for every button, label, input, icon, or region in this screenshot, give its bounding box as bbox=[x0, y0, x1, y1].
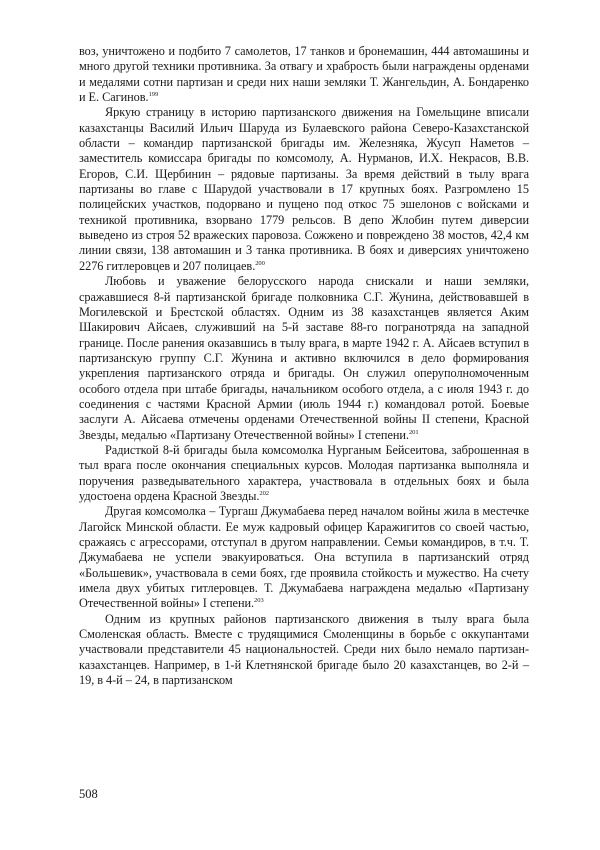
page-number: 508 bbox=[79, 787, 98, 801]
paragraph-text: Другая комсомолка – Тургаш Джумабаева перед началом войны жила в местечке Лагойск Минской области. Ее муж кадровый офицер Каражигитов со своей частью, сражаясь с агрессорами, отступал в другом направлении. Семьи командиров, в т.ч. Т. Джумабаева не успели эвакуироваться. Она вступила в партизанский отряд «Большевик», участвовала в семи боях, где проявила стойкость и мужество. На счету имела двух убитых гитлеровцев. Т. Джумабаева награждена медалью «Партизану Отечественной войны» I степени. bbox=[79, 504, 529, 611]
paragraph-1 bbox=[79, 44, 529, 105]
paragraph-4 bbox=[79, 443, 529, 504]
footnote-ref: 202 bbox=[259, 489, 269, 497]
paragraph-2 bbox=[79, 105, 529, 274]
paragraph-text: воз, уничтожено и подбито 7 самолетов, 17 танков и бронемашин, 444 автомашины и много другой техники противника. За отвагу и храбрость были награждены орденами и медалями сотни партизан и среди них наши земляки Т. Жангельдин, А. Бондаренко и Е. Сагинов. bbox=[79, 44, 529, 105]
paragraph-text: Любовь и уважение белорусского народа снискали и наши земляки, сражавшиеся 8-й партизанской бригаде полковника С.Г. Жунина, действовавшей в Могилевской и Брестской областях. Одним из 38 казахстанцев является Аким Шакирович Айсаев, служивший на 5-й заставе 88-го погранотряда на западной границе. После ранения оказавшись в тылу врага, в марте 1942 г. А. Айсаев вступил в партизанскую группу С.Г. Жунина и активно включился в дело формирования укрепления партизанского отряда и бригады. Он служил оперуполномоченным особого отдела при штабе бригады, начальником особого отдела, а с июля 1943 г. до соединения с частями Красной Армии (июль 1944 г.) командовал ротой. Боевые заслуги А. Айсаева отмечены орденами Отечественной войны II степени, Красной Звезды, медалью «Партизану Отечественной войны» I степени. bbox=[79, 274, 529, 442]
paragraph-text: Яркую страницу в историю партизанского движения на Гомельщине вписали казахстанцы Василий Ильич Шаруда из Булаевского района Северо-Казахстанской области – командир партизанской бригады им. Железняка, Жусуп Наметов – заместитель комиссара бригады по комсомолу, А. Нурманов, И.Х. Некрасов, В.В. Егоров, С.И. Щербинин – рядовые партизаны. За время действий в тылу врага партизаны во главе с Шарудой участвовали в 17 крупных боях. Разгромлено 15 полицейских участков, подорвано и пущено под откос 75 эшелонов с войсками и техникой противника, взорвано 1779 рельсов. В депо Жлобин путем диверсии выведено из строя 52 вражеских паровоза. Сожжено и повреждено 38 мостов, 42,4 км линии связи, 138 автомашин и 3 танка противника. В боях и диверсиях уничтожено 2276 гитлеровцев и 207 полицаев. bbox=[79, 105, 529, 273]
footnote-ref: 200 bbox=[255, 259, 265, 267]
footnote-ref: 199 bbox=[148, 90, 159, 98]
paragraph-3 bbox=[79, 274, 529, 443]
page-body bbox=[79, 44, 529, 688]
paragraph-5 bbox=[79, 504, 529, 611]
paragraph-text: Одним из крупных районов партизанского движения в тылу врага была Смоленская область. Вместе с трудящимися Смоленщины в борьбе с оккупантами участвовали представители 45 национальностей. Среди них было немало партизан-казахстанцев. Например, в 1-й Клетнянской бригаде было 20 казахстанцев, во 2-й – 19, в 4-й – 24, в партизанском bbox=[79, 611, 529, 688]
paragraph-6 bbox=[79, 612, 529, 689]
footnote-ref: 203 bbox=[254, 597, 264, 605]
paragraph-text: Радисткой 8-й бригады была комсомолка Нурганым Бейсеитова, заброшенная в тыл врага после окончания специальных курсов. Молодая партизанка выполняла и поручения разведывательного характера, участвовала в отдельных боях и была удостоена ордена Красной Звезды. bbox=[79, 442, 529, 503]
footnote-ref: 201 bbox=[408, 428, 419, 436]
